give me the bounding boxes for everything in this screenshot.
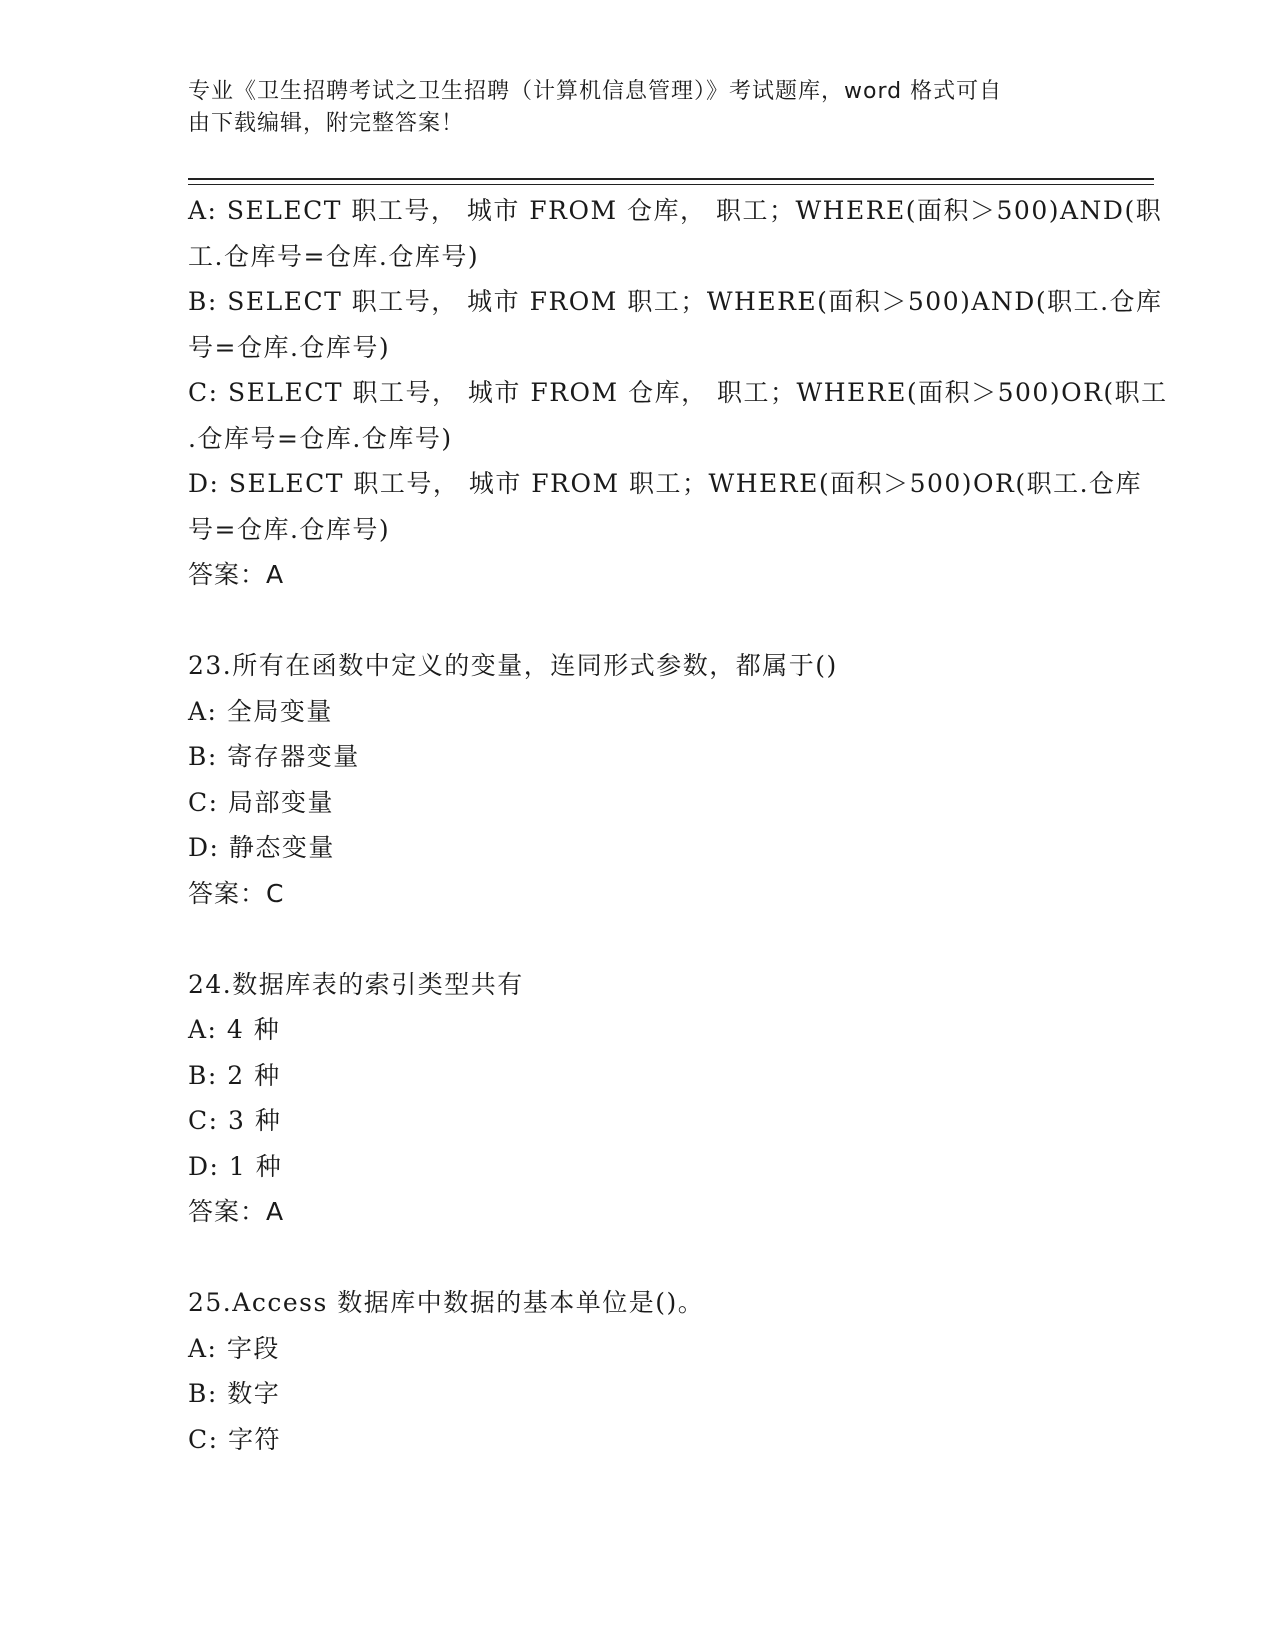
option-c: C: 局部变量 (188, 787, 334, 817)
header-line-2: 由下载编辑，附完整答案！ (188, 111, 465, 136)
spacer (188, 916, 1088, 962)
answer-22: 答案：A (188, 560, 285, 589)
option-b: B: 2 种 (188, 1060, 281, 1090)
question-23-text: 23.所有在函数中定义的变量，连同形式参数，都属于() (188, 651, 838, 680)
question-22 (188, 188, 1168, 598)
option-a: A: 全局变量 (188, 696, 333, 726)
question-24 (188, 962, 1088, 1235)
header-line-1: 专业《卫生招聘考试之卫生招聘（计算机信息管理）》考试题库，word 格式可自 (188, 79, 1003, 104)
answer-24: 答案：A (188, 1197, 285, 1226)
spacer (188, 1235, 1088, 1281)
option-d-line-1: D: SELECT 职工号， 城市 FROM 职工；WHERE(面积＞500)OR(职工.仓库 (188, 469, 1143, 498)
document-header (188, 76, 1068, 140)
option-a: A: 4 种 (188, 1015, 281, 1044)
question-25 (188, 1280, 1088, 1462)
option-c: C: 3 种 (188, 1106, 282, 1135)
option-c: C: 字符 (188, 1424, 281, 1454)
option-d: D: 静态变量 (188, 833, 335, 862)
option-b-line-2: 号=仓库.仓库号) (188, 332, 391, 362)
option-a-line-2: 工.仓库号=仓库.仓库号) (188, 241, 480, 271)
option-b: B: 数字 (188, 1379, 281, 1408)
option-c-line-2: .仓库号=仓库.仓库号) (188, 423, 453, 453)
option-b: B: 寄存器变量 (188, 742, 360, 771)
option-d: D: 1 种 (188, 1151, 283, 1181)
header-divider-thin (188, 184, 1154, 185)
spacer (188, 598, 1088, 644)
question-list (188, 188, 1168, 1462)
question-24-text: 24.数据库表的索引类型共有 (188, 969, 524, 999)
question-25-text: 25.Access 数据库中数据的基本单位是()。 (188, 1288, 705, 1317)
option-c-line-1: C: SELECT 职工号， 城市 FROM 仓库， 职工；WHERE(面积＞500)OR(职工 (188, 378, 1168, 407)
option-d-line-2: 号=仓库.仓库号) (188, 514, 391, 544)
header-divider-thick (188, 178, 1154, 180)
answer-23: 答案：C (188, 878, 285, 908)
option-a-line-1: A: SELECT 职工号， 城市 FROM 仓库， 职工；WHERE(面积＞500)AND(职 (188, 196, 1163, 225)
option-b-line-1: B: SELECT 职工号， 城市 FROM 职工；WHERE(面积＞500)AND(职工.仓库 (188, 287, 1163, 316)
question-23 (188, 643, 1088, 916)
option-a: A: 字段 (188, 1333, 280, 1363)
